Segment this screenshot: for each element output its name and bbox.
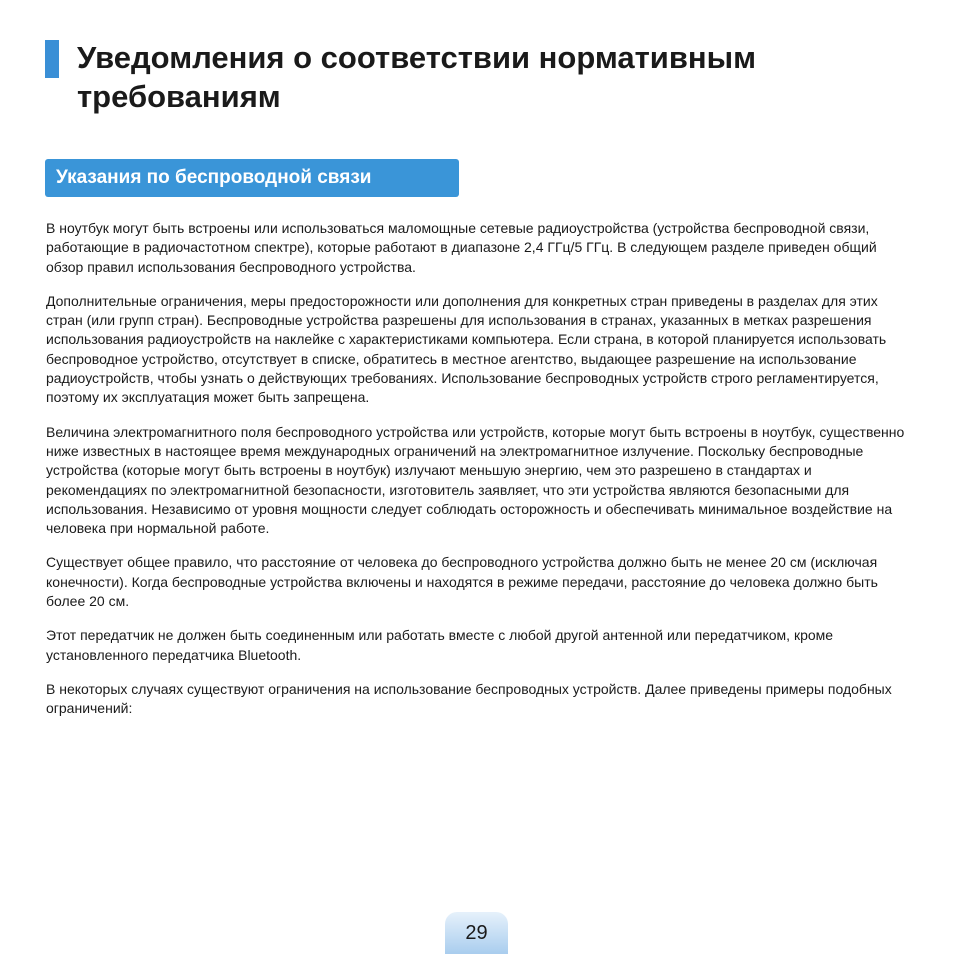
page-title: Уведомления о соответствии нормативным требованиям (77, 40, 757, 114)
title-accent-bar (45, 40, 59, 78)
section-header-label: Указания по беспроводной связи (56, 167, 372, 188)
section-header (45, 159, 459, 197)
paragraph: Этот передатчик не должен быть соединенным или работать вместе с любой другой антенной или передатчиком, кроме установленного передатчика Bluetooth. (46, 627, 834, 663)
paragraph: Величина электромагнитного поля беспроводного устройства или устройств, которые могут быть встроены в ноутбук, существенно ниже известных в настоящее время международных ограничений на электромагнитное излучение. Поскольку беспроводные устройства (которые могут быть встроены в ноутбук) излучают меньшую энергию, чем это разрешено в стандартах и рекомендациях по электромагнитной безопасности, изготовитель заявляет, что эти устройства являются безопасными для использования. Независимо от уровня мощности следует соблюдать осторожность и обеспечивать минимальное воздействие на человека при нормальной работе. (46, 423, 905, 537)
page-number: 29 (445, 912, 508, 954)
paragraph: Существует общее правило, что расстояние от человека до беспроводного устройства должно быть не менее 20 см (исключая конечности). Когда беспроводные устройства включены и находятся в режиме передачи, расстояние до человека должно быть более 20 см. (46, 554, 878, 610)
paragraph: В некоторых случаях существуют ограничения на использование беспроводных устройств. Далее приведены примеры подобных ограничений: (46, 680, 892, 717)
paragraph: В ноутбук могут быть встроены или использоваться маломощные сетевые радиоустройства (устройства беспроводной связи, работающие в радиочастотном спектре), которые работают в диапазоне 2,4 ГГц/5 ГГц. В следующем разделе приведен общий обзор правил использования беспроводного устройства. (46, 220, 877, 275)
body-text (46, 219, 916, 734)
paragraph: Дополнительные ограничения, меры предосторожности или дополнения для конкретных стран приведены в разделах для этих стран (или групп стран). Беспроводные устройства разрешены для использования в странах, указанных в метках разрешения использования радиоустройств на наклейке с характеристиками компьютера. Если страна, в которой планируется использовать беспроводное устройство, отсутствует в списке, обратитесь в местное агентство, выдающее разрешение на использование радиоустройств, чтобы узнать о действующих требованиях. Использование беспроводных устройств строго регламентируется, поэтому их эксплуатация может быть запрещена. (46, 292, 887, 406)
